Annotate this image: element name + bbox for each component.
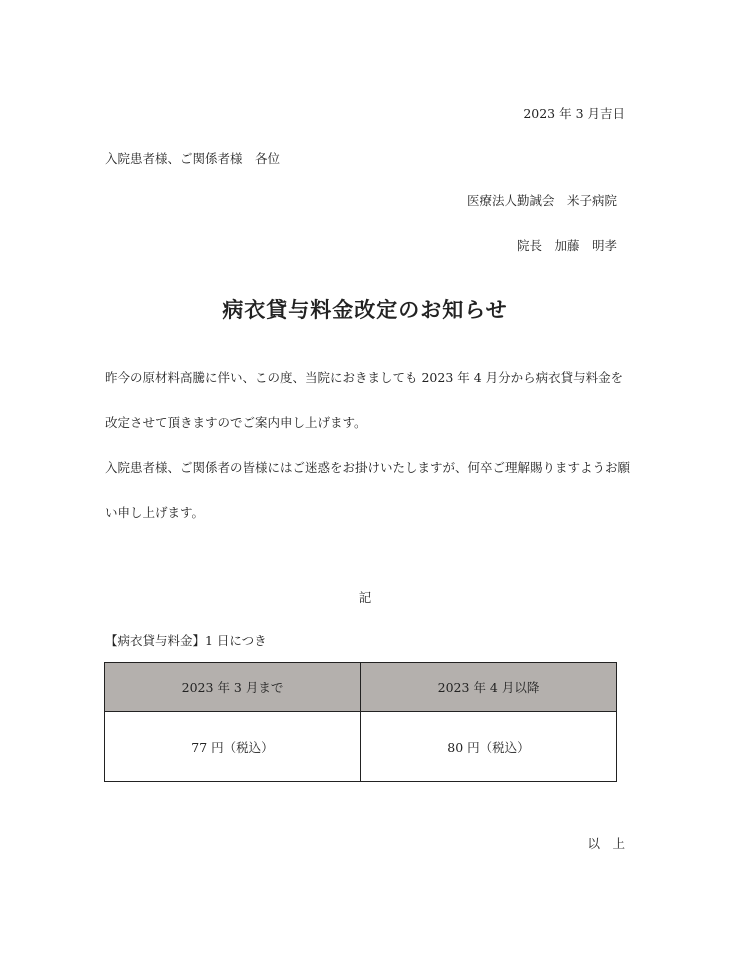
fee-from-april: 80 円（税込） xyxy=(361,712,617,782)
body-paragraph-2: 入院患者様、ご関係者の皆様にはご迷惑をお掛けいたしますが、何卒ご理解賜りますようお願い申し上げます。 xyxy=(105,460,631,520)
header-until-march: 2023 年 3 月まで xyxy=(105,663,361,712)
document-date: 2023 年 3 月吉日 xyxy=(523,106,625,121)
ki-heading: 記 xyxy=(358,590,372,605)
body-paragraph-1: 昨今の原材料高騰に伴い、この度、当院におきましても 2023 年 4 月分から病衣貸与料金を改定させて頂きますのでご案内申し上げます。 xyxy=(105,370,624,430)
recipients-line: 入院患者様、ご関係者様 各位 xyxy=(105,151,281,166)
fee-until-march: 77 円（税込） xyxy=(105,712,361,782)
fee-table-header-row xyxy=(105,663,617,712)
fee-label: 【病衣貸与料金】1 日につき xyxy=(105,633,267,648)
closing-mark: 以 上 xyxy=(587,836,625,851)
director-name: 院長 加藤 明孝 xyxy=(516,238,617,253)
header-from-april: 2023 年 4 月以降 xyxy=(361,663,617,712)
fee-table xyxy=(104,662,617,782)
organization-name: 医療法人勤誠会 米子病院 xyxy=(466,193,617,208)
table-row xyxy=(105,712,617,782)
notice-title: 病衣貸与料金改定のお知らせ xyxy=(222,297,508,322)
